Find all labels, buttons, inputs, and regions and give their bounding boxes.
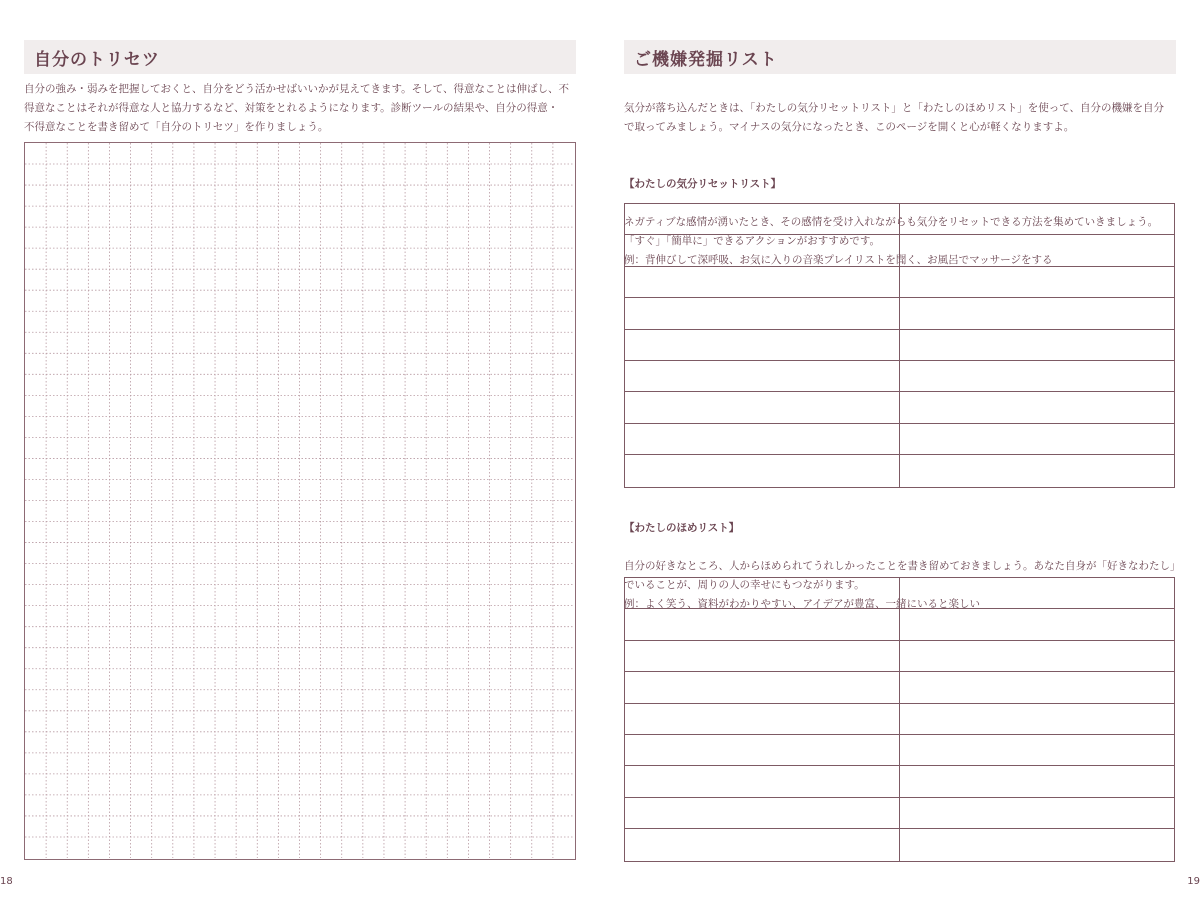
table-row bbox=[625, 609, 1174, 640]
right-page-title: ご機嫌発掘リスト bbox=[634, 49, 778, 70]
right-page bbox=[600, 0, 1200, 900]
table-cell[interactable] bbox=[900, 204, 1174, 234]
table-cell[interactable] bbox=[625, 235, 900, 265]
table-row bbox=[625, 298, 1174, 329]
table-row bbox=[625, 829, 1174, 860]
table-cell[interactable] bbox=[625, 672, 900, 702]
table-row bbox=[625, 735, 1174, 766]
table-cell[interactable] bbox=[900, 424, 1174, 454]
page-number-right: 19 bbox=[1187, 876, 1200, 887]
table-cell[interactable] bbox=[900, 392, 1174, 422]
table-cell[interactable] bbox=[900, 672, 1174, 702]
table-cell[interactable] bbox=[625, 298, 900, 328]
table-cell[interactable] bbox=[900, 235, 1174, 265]
table-row bbox=[625, 704, 1174, 735]
grid-lines bbox=[25, 143, 577, 861]
table-row bbox=[625, 330, 1174, 361]
left-heading-band bbox=[24, 40, 576, 74]
table-cell[interactable] bbox=[625, 735, 900, 765]
table-row bbox=[625, 455, 1174, 486]
right-intro-body: 気分が落ち込んだときは、「わたしの気分リセットリスト」と「わたしのほめリスト」を使って、自分の機嫌を自分 で取ってみましょう。マイナスの気分になったとき、このページを開くと心が軽くなりますよ。 bbox=[624, 102, 1165, 133]
table-cell[interactable] bbox=[900, 267, 1174, 297]
table-cell[interactable] bbox=[900, 578, 1174, 608]
table-row bbox=[625, 267, 1174, 298]
table-cell[interactable] bbox=[900, 361, 1174, 391]
table-cell[interactable] bbox=[625, 392, 900, 422]
praise-list-title: 【わたしのほめリスト】 bbox=[624, 522, 740, 534]
table-cell[interactable] bbox=[900, 330, 1174, 360]
table-cell[interactable] bbox=[625, 641, 900, 671]
table-cell[interactable] bbox=[900, 798, 1174, 828]
table-row bbox=[625, 672, 1174, 703]
reset-list-title: 【わたしの気分リセットリスト】 bbox=[624, 178, 782, 190]
table-cell[interactable] bbox=[900, 735, 1174, 765]
left-page-title: 自分のトリセツ bbox=[34, 49, 160, 70]
torisetsu-grid[interactable] bbox=[24, 142, 576, 860]
table-cell[interactable] bbox=[625, 829, 900, 860]
table-row bbox=[625, 235, 1174, 266]
table-cell[interactable] bbox=[900, 829, 1174, 860]
table-cell[interactable] bbox=[900, 609, 1174, 639]
page-number-left: 18 bbox=[0, 876, 13, 887]
reset-list-table bbox=[624, 203, 1175, 488]
table-row bbox=[625, 204, 1174, 235]
reset-list-body: ネガティブな感情が湧いたとき、その感情を受け入れながらも気分をリセットできる方法を集めていきましょう。 「すぐ」「簡単に」できるアクションがおすすめです。 例：背伸びして深呼吸、お気に入りの音楽プレイリストを聞く、お風呂でマッサージをする bbox=[624, 216, 1159, 266]
table-row bbox=[625, 766, 1174, 797]
table-row bbox=[625, 578, 1174, 609]
table-cell[interactable] bbox=[625, 609, 900, 639]
table-row bbox=[625, 641, 1174, 672]
table-row bbox=[625, 392, 1174, 423]
praise-list-body: 自分の好きなところ、人からほめられてうれしかったことを書き留めておきましょう。あなた自身が「好きなわたし」 でいることが、周りの人の幸せにもつながります。 例：よく笑う、資料がわかりやすい、アイデアが豊富、一緒にいると楽しい bbox=[624, 560, 1181, 610]
table-cell[interactable] bbox=[900, 766, 1174, 796]
table-cell[interactable] bbox=[900, 298, 1174, 328]
praise-list-table bbox=[624, 577, 1175, 862]
table-cell[interactable] bbox=[625, 361, 900, 391]
table-cell[interactable] bbox=[625, 330, 900, 360]
table-cell[interactable] bbox=[625, 424, 900, 454]
table-row bbox=[625, 361, 1174, 392]
table-row bbox=[625, 424, 1174, 455]
table-cell[interactable] bbox=[625, 578, 900, 608]
table-cell[interactable] bbox=[900, 455, 1174, 486]
table-row bbox=[625, 798, 1174, 829]
table-cell[interactable] bbox=[900, 704, 1174, 734]
table-cell[interactable] bbox=[625, 455, 900, 486]
table-cell[interactable] bbox=[625, 798, 900, 828]
left-intro-text: 自分の強み・弱みを把握しておくと、自分をどう活かせばいいかが見えてきます。そして、得意なことは伸ばし、不 得意なことはそれが得意な人と協力するなど、対策をとれるようになります。診断ツールの結果や、自分の得意・ 不得意なことを書き留めて「自分のトリセツ」を作りましょう。 bbox=[24, 83, 569, 133]
right-heading-band bbox=[624, 40, 1176, 74]
table-cell[interactable] bbox=[900, 641, 1174, 671]
table-cell[interactable] bbox=[625, 267, 900, 297]
table-cell[interactable] bbox=[625, 204, 900, 234]
table-cell[interactable] bbox=[625, 704, 900, 734]
table-cell[interactable] bbox=[625, 766, 900, 796]
